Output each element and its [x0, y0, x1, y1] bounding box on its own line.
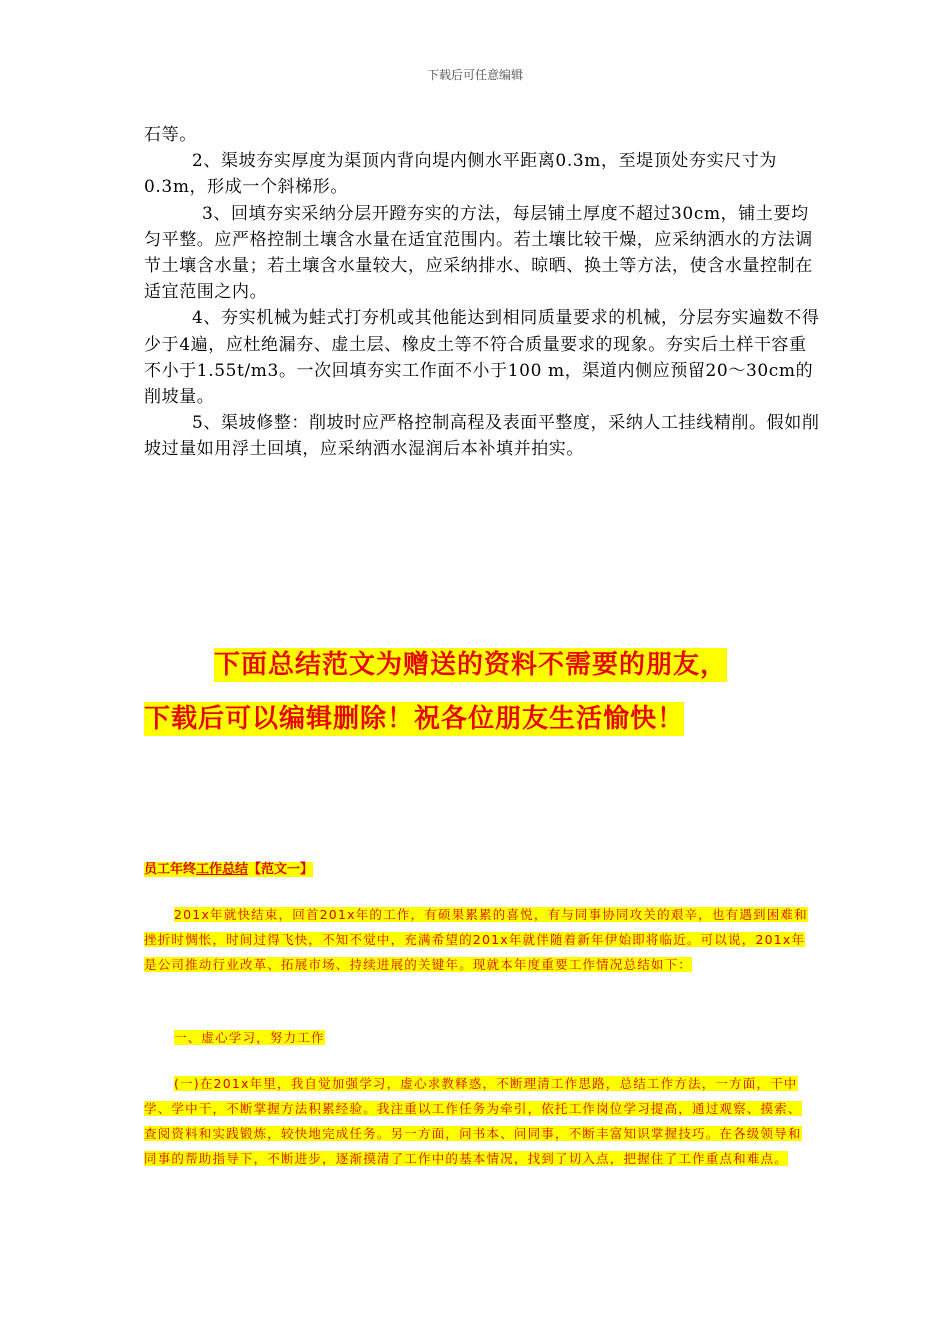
body-paragraph-3: 3、回填夯实采纳分层开蹬夯实的方法，每层铺土厚度不超过30cm，铺土要均匀平整。应严格控制土壤含水量在适宜范围内。若土壤比较干燥，应采纳洒水的方法调节土壤含水量；若土壤含水量较大，应采纳排水、晾晒、换土等方法，使含水量控制在适宜范围之内。	[144, 203, 813, 303]
sample-title-link[interactable]: 工作总结	[196, 862, 249, 877]
sample-heading-1	[144, 1025, 814, 1050]
sample-heading-1-text: 一、虚心学习，努力工作	[174, 1030, 325, 1045]
body-line-continuation: 石等。	[144, 125, 197, 145]
body-paragraph-2: 2、渠坡夯实厚度为渠顶内背向堤内侧水平距离0.3m，至堤顶处夯实尺寸为0.3m，形成一个斜梯形。	[144, 151, 777, 198]
body-paragraph-5: 5、渠坡修整：削坡时应严格控制高程及表面平整度，采纳人工挂线精削。假如削坡过量如用浮土回填，应采纳洒水湿润后本补填并拍实。	[144, 413, 820, 460]
sample-title-suffix: 【范文一】	[248, 862, 314, 877]
sample-paragraph-1-text: 201x年就快结束，回首201x年的工作，有硕果累累的喜悦，有与同事协同攻关的艰辛，也有遇到困难和挫折时惆怅，时间过得飞快，不知不觉中，充满希望的201x年就伴随着新年伊始即将临近。可以说，201x年是公司推动行业改革、拓展市场、持续进展的关键年。现就本年度重要工作情况总结如下：	[144, 907, 808, 972]
sample-title	[144, 858, 814, 877]
promo-line-1: 下面总结范文为赠送的资料不需要的朋友，	[214, 650, 728, 680]
body-paragraph-4: 4、夯实机械为蛙式打夯机或其他能达到相同质量要求的机械，分层夯实遍数不得少于4遍，应杜绝漏夯、虚土层、橡皮土等不符合质量要求的现象。夯实后土样干容重不小于1.55t/m3。一次回填夯实工作面不小于100 m，渠道内侧应预留20～30cm的削坡量。	[144, 308, 820, 408]
sample-paragraph-2	[144, 1071, 814, 1171]
sample-paragraph-1	[144, 902, 814, 977]
sample-paragraph-2-text: (一)在201x年里，我自觉加强学习，虚心求教释惑，不断理清工作思路，总结工作方法，一方面，干中学、学中干，不断掌握方法积累经验。我注重以工作任务为牵引，依托工作岗位学习提高，通过观察、摸索、查阅资料和实践锻炼，较快地完成任务。另一方面，问书本、问同事，不断丰富知识掌握技巧。在各级领导和同事的帮助指导下，不断进步，逐渐摸清了工作中的基本情况，找到了切入点，把握住了工作重点和难点。	[144, 1076, 802, 1166]
page-header: 下载后可任意编辑	[426, 68, 523, 82]
sample-title-prefix: 员工年终	[144, 862, 197, 877]
document-body	[144, 122, 824, 463]
promo-line-2: 下载后可以编辑删除！祝各位朋友生活愉快！	[144, 704, 685, 734]
